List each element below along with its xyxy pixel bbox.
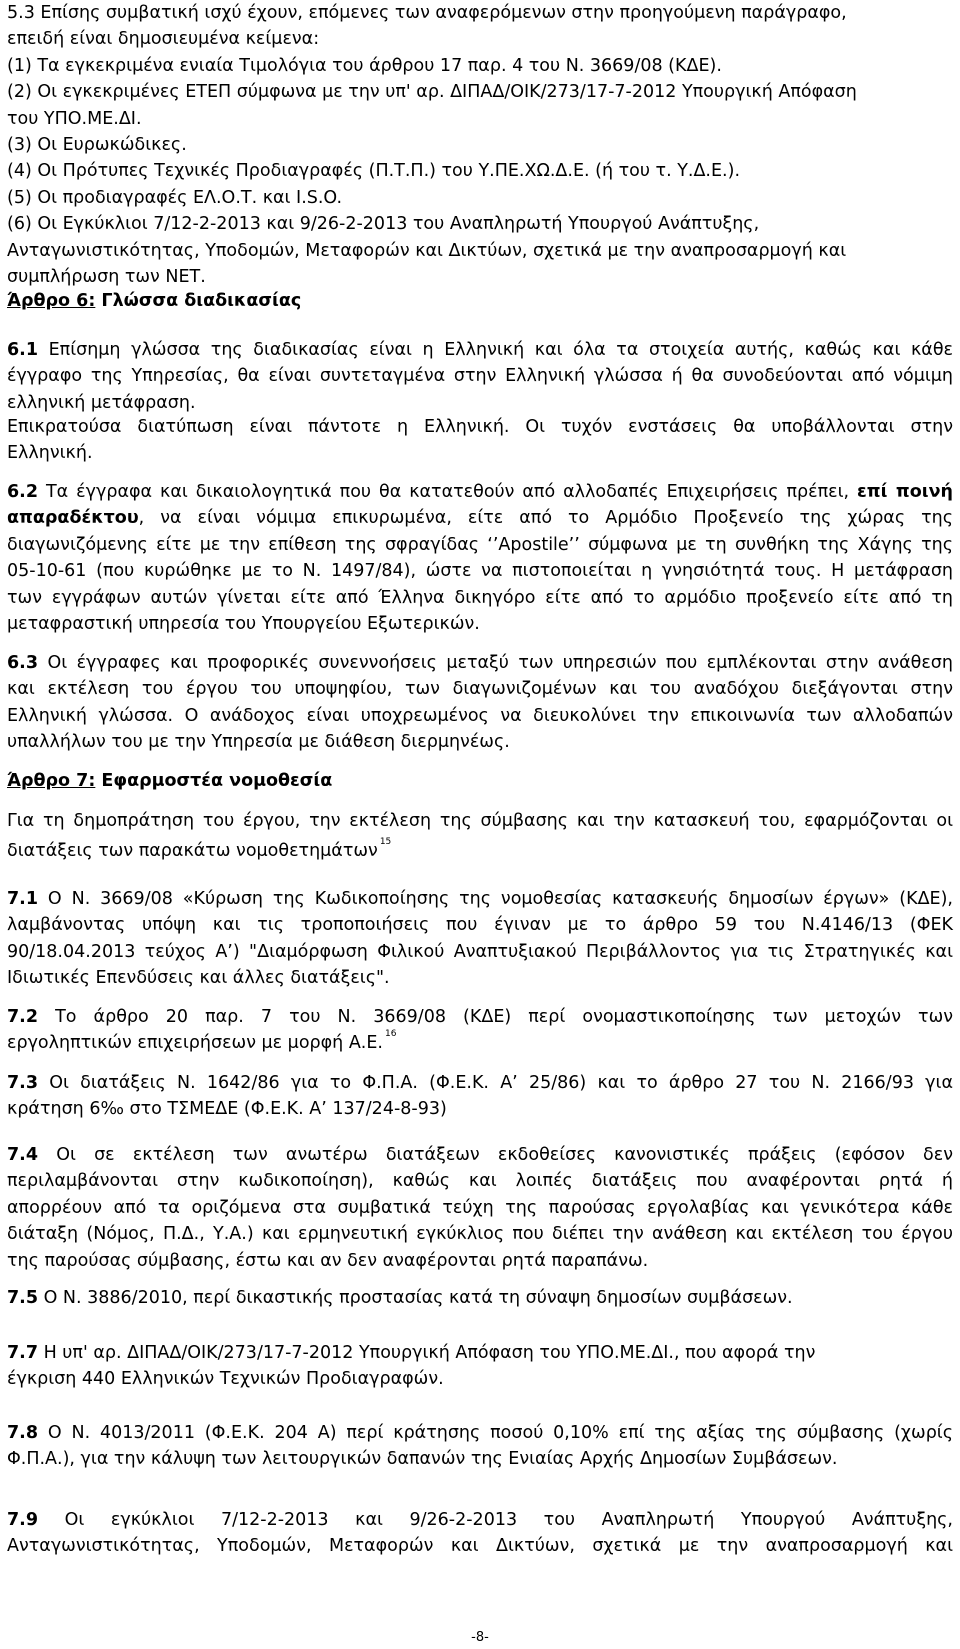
text-line: Ανταγωνιστικότητας, Υποδομών, Μεταφορών και Δικτύων, σχετικά με την αναπροσαρμογή και <box>7 1536 953 1557</box>
text-line: Επικρατούσα διατύπωση είναι πάντοτε η Ελληνική. Οι τυχόν ενστάσεις θα υποβάλλονται στην <box>7 417 953 437</box>
paragraph-6-2 <box>7 479 953 637</box>
text-line: Οι σε εκτέλεση των ανωτέρω διατάξεων εκδοθείσες κανονιστικές πράξεις (εφόσον δεν <box>38 1145 953 1165</box>
text-line: Η υπ' αρ. ΔΙΠΑΔ/ΟΙΚ/273/17-7-2012 Υπουργική Απόφαση του ΥΠΟ.ΜΕ.ΔΙ., που αφορά την <box>38 1343 816 1363</box>
paragraph-number: 7.7 <box>7 1343 39 1363</box>
bold-phrase: επί ποινή <box>857 482 953 502</box>
text-line: περιλαμβάνονται στην κωδικοποίηση), καθώς και λοιπές διατάξεις που αναφέρονται ρητά ή <box>7 1171 953 1192</box>
text-line: 90/18.04.2013 τεύχος Α’) "Διαμόρφωση Φιλικού Αναπτυξιακού Περιβάλλοντος για τις Στρατηγικές και <box>7 941 953 962</box>
text-line: Επίσημη γλώσσα της διαδικασίας είναι η Ελληνική και όλα τα στοιχεία αυτής, καθώς και κάθε <box>38 340 953 360</box>
article-6-heading <box>7 288 953 314</box>
text-line: Οι έγγραφες και προφορικές συνεννοήσεις μεταξύ των υπηρεσιών που εμπλέκονται στην ανάθεση <box>38 653 953 673</box>
text-line: (2) Οι εγκεκριμένες ΕΤΕΠ σύμφωνα με την υπ' αρ. ΔΙΠΑΔ/ΟΙΚ/273/17-7-2012 Υπουργική Απόφαση <box>7 82 857 103</box>
footnote-marker: 15 <box>379 837 392 848</box>
paragraph-number: 7.1 <box>7 889 39 909</box>
paragraph-7-8 <box>7 1420 953 1473</box>
text-line: Ελληνική γλώσσα. Ο ανάδοχος είναι υποχρεωμένος να διευκολύνει την επικοινωνία των αλλοδαπών <box>7 705 953 726</box>
text-line: Το άρθρο 20 παρ. 7 του Ν. 3669/08 (ΚΔΕ) περί ονομαστικοποίησης των μετοχών των <box>38 1007 953 1027</box>
paragraph-number: 7.5 <box>7 1288 39 1308</box>
clause-5-3 <box>7 0 953 290</box>
paragraph-number: 7.9 <box>7 1510 39 1530</box>
text-line: Ανταγωνιστικότητας, Υποδομών, Μεταφορών και Δικτύων, σχετικά με την αναπροσαρμογή και <box>7 240 847 261</box>
paragraph-number: 6.1 <box>7 340 39 360</box>
paragraph-7-9 <box>7 1507 953 1560</box>
paragraph-number: 7.4 <box>7 1145 39 1165</box>
text-line: Ο Ν. 3886/2010, περί δικαστικής προστασίας κατά τη σύναψη δημοσίων συμβάσεων. <box>38 1288 793 1308</box>
article-6-prefix: Άρθρο 6: <box>7 291 96 311</box>
paragraph-prevailing-language <box>7 414 953 467</box>
text-line: (6) Οι Εγκύκλιοι 7/12-2-2013 και 9/26-2-2013 του Αναπληρωτή Υπουργού Ανάπτυξης, <box>7 214 760 235</box>
paragraph-number: 7.8 <box>7 1423 39 1443</box>
text-line: (5) Οι προδιαγραφές ΕΛ.Ο.Τ. και I.S.O. <box>7 187 343 208</box>
article-7-title: Εφαρμοστέα νομοθεσία <box>101 771 333 791</box>
text-line: κράτηση 6‰ στο ΤΣΜΕΔΕ (Φ.Ε.Κ. Α’ 137/24-8-93) <box>7 1099 447 1120</box>
text-line: διαγωνιζόμενης είτε με την επίθεση της σφραγίδας ‘’Apostile’’ σύμφωνα με τη συνθήκη της Χάγης της <box>7 534 953 555</box>
text-line: Ιδιωτικές Επενδύσεις και άλλες διατάξεις". <box>7 968 390 989</box>
text-line: επειδή είναι δημοσιευμένα κείμενα: <box>7 29 320 50</box>
paragraph-7-5 <box>7 1285 953 1311</box>
paragraph-number: 7.2 <box>7 1007 39 1027</box>
text-line: Οι εγκύκλιοι 7/12-2-2013 και 9/26-2-2013 του Αναπληρωτή Υπουργού Ανάπτυξης, <box>38 1510 953 1530</box>
paragraph-7-4 <box>7 1142 953 1274</box>
text-line: του ΥΠΟ.ΜΕ.ΔΙ. <box>7 108 142 129</box>
text-line: , να είναι νόμιμα επικυρωμένα, είτε από το Αρμόδιο Προξενείο της χώρας της <box>138 508 953 529</box>
text-line: Φ.Π.Α.), για την κάλυψη των λειτουργικών δαπανών της Ενιαίας Αρχής Δημοσίων Συμβάσεων. <box>7 1449 838 1470</box>
paragraph-number: 7.3 <box>7 1073 39 1093</box>
text-line: Οι διατάξεις Ν. 1642/86 για το Φ.Π.Α. (Φ.Ε.Κ. Α’ 25/86) και το άρθρο 27 του Ν. 2166/93 για <box>38 1073 953 1093</box>
text-line: 05-10-61 (που κυρώθηκε με το Ν. 1497/84), ώστε να πιστοποιείται η γνησιότητά τους. Η μετάφραση <box>7 561 953 582</box>
text-line: έγκριση 440 Ελληνικών Τεχνικών Προδιαγραφών. <box>7 1369 444 1390</box>
text-line: ελληνική μετάφραση. <box>7 392 196 413</box>
article-7-heading <box>7 768 953 794</box>
text-line: (3) Οι Ευρωκώδικες. <box>7 134 187 155</box>
paragraph-7-1 <box>7 886 953 992</box>
paragraph-number: 6.2 <box>7 482 39 502</box>
text-line: εργοληπτικών επιχειρήσεων με μορφή Α.Ε. <box>7 1033 383 1054</box>
text-line: διάταξη (Νόμος, Π.Δ., Υ.Α.) και ερμηνευτική εγκύκλιος που διέπει την ανάθεση και εκτέλεση του έργου <box>7 1224 953 1245</box>
text-line: διατάξεις των παρακάτω νομοθετημάτων <box>7 841 378 862</box>
footnote-marker: 16 <box>385 1029 397 1040</box>
text-line: Για τη δημοπράτηση του έργου, την εκτέλεση της σύμβασης και την κατασκευή του, εφαρμόζονται οι <box>7 811 953 831</box>
text-line: (4) Οι Πρότυπες Τεχνικές Προδιαγραφές (Π.Τ.Π.) του Υ.ΠΕ.ΧΩ.Δ.Ε. (ή του τ. Υ.Δ.Ε.). <box>7 161 741 182</box>
text-line: των εγγράφων αυτών γίνεται είτε από Έλληνα δικηγόρο είτε από το αρμόδιο προξενείο είτε από τη <box>7 587 953 608</box>
text-line: συμπλήρωση των ΝΕΤ. <box>7 266 206 287</box>
paragraph-7-2 <box>7 1004 953 1057</box>
text-line: υπαλλήλων του με την Υπηρεσία με διάθεση διερμηνέως. <box>7 732 510 753</box>
page-number: -8- <box>471 1630 489 1645</box>
text-line: λαμβάνοντας υπόψη και τις τροποποιήσεις που έγιναν με το άρθρο 59 του Ν.4146/13 (ΦΕΚ <box>7 915 953 936</box>
text-line: μεταφραστική υπηρεσία του Υπουργείου Εξωτερικών. <box>7 613 480 634</box>
text-line: Ο Ν. 4013/2011 (Φ.Ε.Κ. 204 Α) περί κράτησης ποσού 0,10% επί της αξίας της σύμβασης (χωρίς <box>38 1423 953 1443</box>
text-line: έγγραφο της Υπηρεσίας, θα είναι συντεταγμένα στην Ελληνική γλώσσα ή θα συνοδεύονται από νόμιμη <box>7 366 953 387</box>
bold-phrase: απαραδέκτου <box>7 508 139 529</box>
text-line: της παρούσας σύμβασης, έστω και αν δεν αναφέρονται ρητά παραπάνω. <box>7 1250 649 1271</box>
article-7-intro <box>7 808 953 865</box>
text-line: (1) Τα εγκεκριμένα ενιαία Τιμολόγια του άρθρου 17 παρ. 4 του Ν. 3669/08 (ΚΔΕ). <box>7 55 722 76</box>
article-7-prefix: Άρθρο 7: <box>7 771 96 791</box>
text-line: και εκτέλεση του έργου του υποψηφίου, των διαγωνιζομένων και του αναδόχου διεξάγονται στην <box>7 679 953 700</box>
article-6-title: Γλώσσα διαδικασίας <box>101 291 302 311</box>
paragraph-7-7 <box>7 1340 953 1393</box>
paragraph-6-3 <box>7 650 953 756</box>
text-line: Τα έγγραφα και δικαιολογητικά που θα κατατεθούν από αλλοδαπές Επιχειρήσεις πρέπει, <box>38 482 858 502</box>
paragraph-6-1 <box>7 337 953 416</box>
text-line: απορρέουν από τα οριζόμενα στα συμβατικά τεύχη της παρούσας εργολαβίας και γενικότερα κάθε <box>7 1197 953 1218</box>
text-line: Ο Ν. 3669/08 «Κύρωση της Κωδικοποίησης της νομοθεσίας κατασκευής δημοσίων έργων» (ΚΔΕ), <box>38 889 953 909</box>
text-line: Ελληνική. <box>7 443 93 464</box>
paragraph-7-3 <box>7 1070 953 1123</box>
text-line: 5.3 Επίσης συμβατική ισχύ έχουν, επόμενες των αναφερόμενων στην προηγούμενη παράγραφο, <box>7 3 847 23</box>
paragraph-number: 6.3 <box>7 653 39 673</box>
